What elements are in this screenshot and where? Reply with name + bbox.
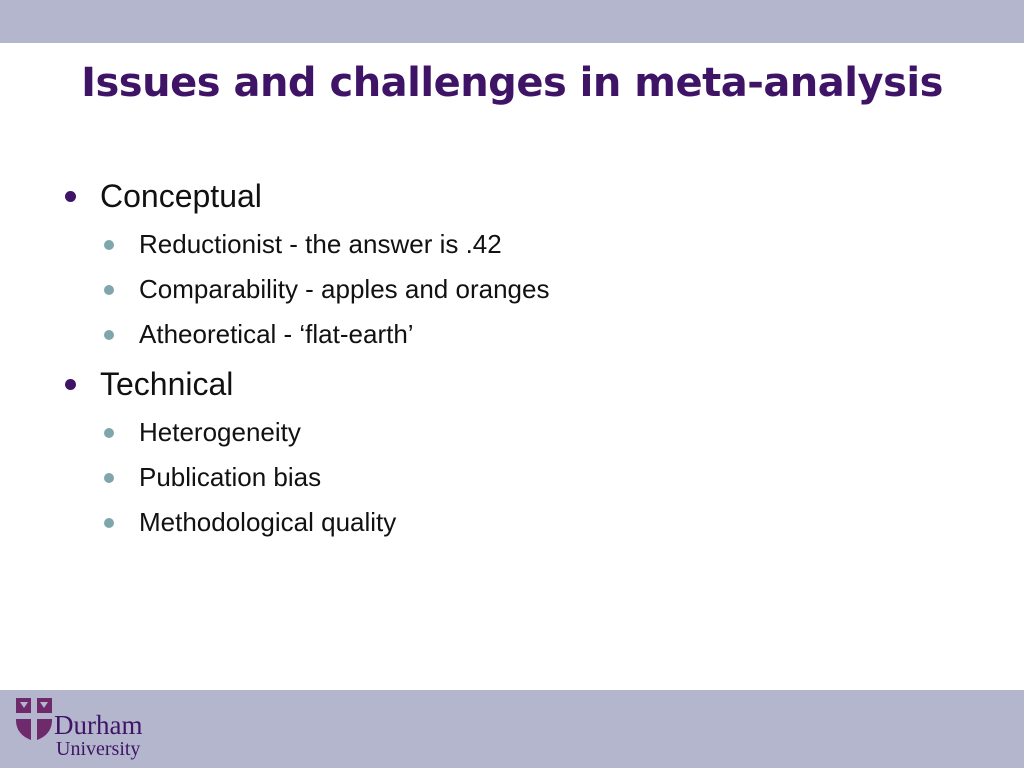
slide-title: Issues and challenges in meta-analysis (81, 60, 943, 106)
bullet-dot-icon (104, 330, 114, 340)
university-logo (14, 694, 174, 764)
bullet-dot-icon (104, 518, 114, 528)
bullet-dot-icon (65, 379, 76, 390)
university-crest-icon (14, 696, 54, 742)
bullet-dot-icon (104, 473, 114, 483)
bullet-label: Technical (100, 366, 234, 402)
bullet-label: Publication bias (139, 462, 322, 492)
logo-subtitle: University (56, 738, 141, 760)
bullet-label: Comparability - apples and oranges (139, 274, 550, 304)
bullet-label: Reductionist - the answer is .42 (139, 229, 502, 259)
bullet-label: Conceptual (100, 178, 262, 214)
bullet-label: Atheoretical - ‘flat-earth’ (139, 319, 414, 349)
bullet-dot-icon (104, 428, 114, 438)
logo-name: Durham (54, 710, 143, 740)
bullet-label: Heterogeneity (139, 417, 301, 447)
bullet-label: Methodological quality (139, 507, 397, 537)
bullet-dot-icon (104, 285, 114, 295)
bullet-dot-icon (65, 191, 76, 202)
bullet-dot-icon (104, 240, 114, 250)
